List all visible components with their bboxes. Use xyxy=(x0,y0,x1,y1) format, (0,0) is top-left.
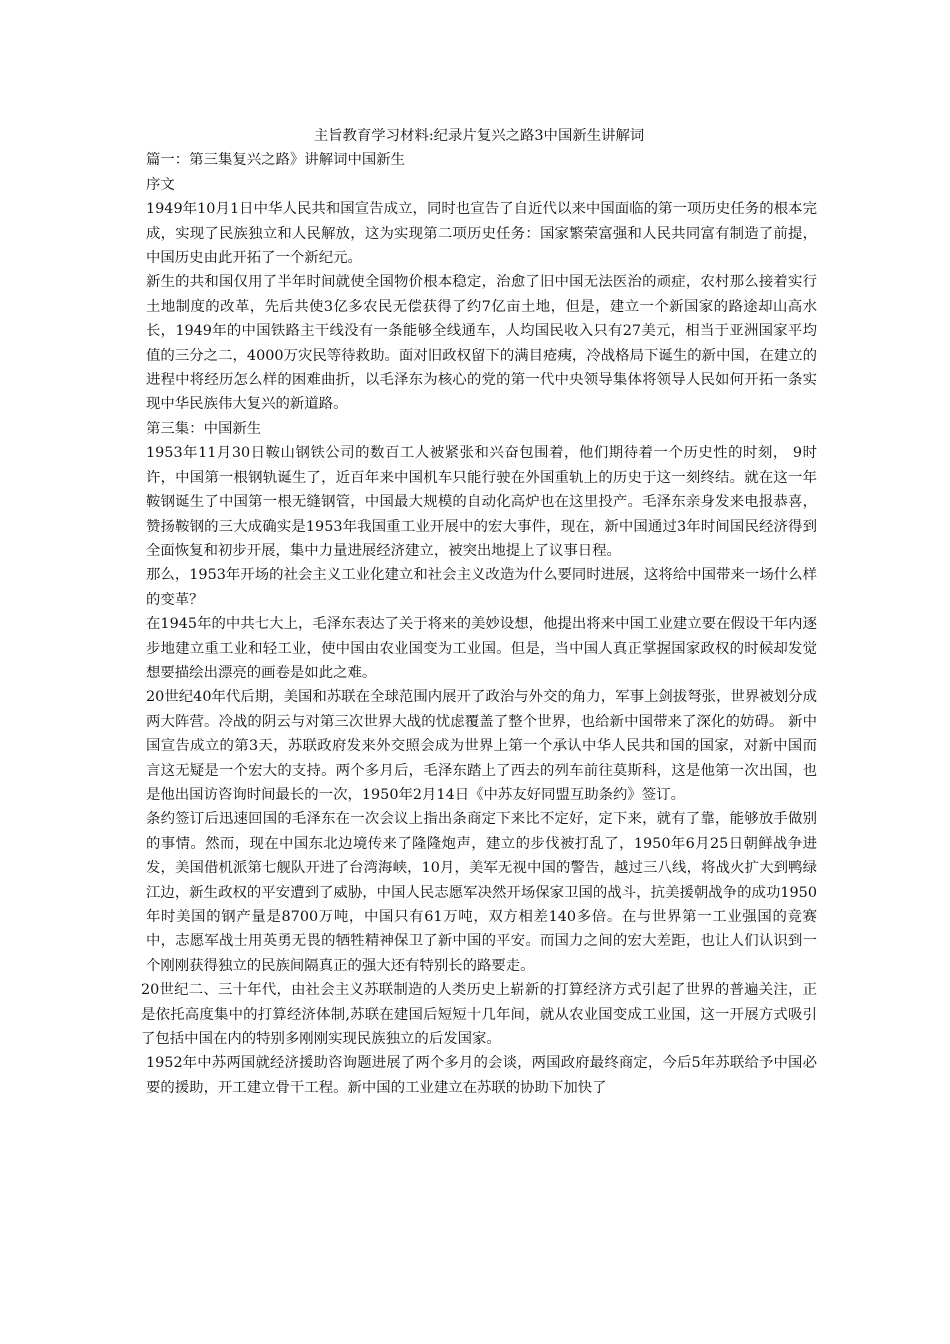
paragraph: 20世纪40年代后期，美国和苏联在全球范围内展开了政治与外交的角力，军事上剑拔弩张，世界被划分成两大阵营。冷战的阴云与对第三次世界大战的忧虑覆盖了整个世界，也给新中国带来了深化的妨碍。 新中国宣告成立的第3天，苏联政府发来外交照会成为世界上第一个承认中华人民共和国的国家，对新中国而言这无疑是一个宏大的支持。两个多月后，毛泽东踏上了西去的列车前往莫斯科，这是他第一次出国，也是他出国访咨询时间最长的一次，1950年2月14日《中苏友好同盟互助条约》签订。 xyxy=(146,689,817,803)
article-heading: 篇一：第三集复兴之路》讲解词中国新生 xyxy=(146,152,406,169)
document-page xyxy=(141,124,817,1100)
paragraph: 新生的共和国仅用了半年时间就使全国物价根本稳定，治愈了旧中国无法医治的顽症，农村那么接着实行土地制度的改革，先后共使3亿多农民无偿获得了约7亿亩土地，但是，建立一个新国家的路途却山高水长，1949年的中国铁路主干线没有一条能够全线通车，人均国民收入只有27美元，相当于亚洲国家平均值的三分之二，4000万灾民等待救助。面对旧政权留下的满目疮痍，冷战格局下诞生的新中国，在建立的进程中将经历怎么样的困难曲折，以毛泽东为核心的党的第一代中央领导集体将领导人民如何开拓一条实现中华民族伟大复兴的新道路。 xyxy=(146,274,817,413)
section-heading-episode: 第三集：中国新生 xyxy=(146,420,262,437)
paragraph: 1952年中苏两国就经济援助咨询题进展了两个多月的会谈，两国政府最终商定，今后5年苏联给予中国必要的援助，开工建立骨干工程。新中国的工业建立在苏联的协助下加快了 xyxy=(146,1055,817,1096)
document-title: 主旨教育学习材料:纪录片复兴之路3中国新生讲解词 xyxy=(313,128,645,144)
paragraph: 条约签订后迅速回国的毛泽东在一次会议上指出条商定下来比不定好，定下来，就有了靠，能够放手做别的事情。然而，现在中国东北边境传来了隆隆炮声，建立的步伐被打乱了，1950年6月25日朝鲜战争进发，美国借机派第七舰队开进了台湾海峡，10月，美军无视中国的警告，越过三八线，将战火扩大到鸭绿江边，新生政权的平安遭到了威胁，中国人民志愿军决然开场保家卫国的战斗，抗美援朝战争的成功1950年时美国的钢产量是8700万吨，中国只有61万吨，双方相差140多倍。在与世界第一工业强国的竞赛中，志愿军战士用英勇无畏的牺牲精神保卫了新中国的平安。而国力之间的宏大差距，也让人们认识到一个刚刚获得独立的民族间隔真正的强大还有特别长的路要走。 xyxy=(146,811,817,974)
paragraph: 1953年11月30日鞍山钢铁公司的数百工人被紧张和兴奋包围着，他们期待着一个历史性的时刻， 9时许，中国第一根钢轨诞生了，近百年来中国机车只能行驶在外国重轨上的历史于这一刻终结。就在这一年鞍钢诞生了中国第一根无缝钢管，中国最大规模的自动化高炉也在这里投产。毛泽东亲身发来电报恭喜，赞扬鞍钢的三大成确实是1953年我国重工业开展中的宏大事件，现在，新中国通过3年时间国民经济得到全面恢复和初步开展，集中力量进展经济建立，被突出地提上了议事日程。 xyxy=(146,445,817,559)
section-heading-preface: 序文 xyxy=(146,176,175,193)
paragraph: 1949年10月1日中华人民共和国宣告成立，同时也宣告了自近代以来中国面临的第一项历史任务的根本完成，实现了民族独立和人民解放，这为实现第二项历史任务：国家繁荣富强和人民共同富有制造了前提，中国历史由此开拓了一个新纪元。 xyxy=(146,201,817,267)
paragraph: 20世纪二、三十年代，由社会主义苏联制造的人类历史上崭新的打算经济方式引起了世界的普遍关注，正是依托高度集中的打算经济体制,苏联在建国后短短十几年间，就从农业国变成工业国，这一开展方式吸引了包括中国在内的特别多刚刚实现民族独立的后发国家。 xyxy=(141,982,817,1048)
paragraph: 在1945年的中共七大上，毛泽东表达了关于将来的美妙设想，他提出将来中国工业建立要在假设干年内逐步地建立重工业和轻工业，使中国由农业国变为工业国。但是，当中国人真正掌握国家政权的时候却发觉想要描绘出漂亮的画卷是如此之难。 xyxy=(146,616,817,681)
paragraph: 那么，1953年开场的社会主义工业化建立和社会主义改造为什么要同时进展，这将给中国带来一场什么样的变革？ xyxy=(146,567,817,608)
